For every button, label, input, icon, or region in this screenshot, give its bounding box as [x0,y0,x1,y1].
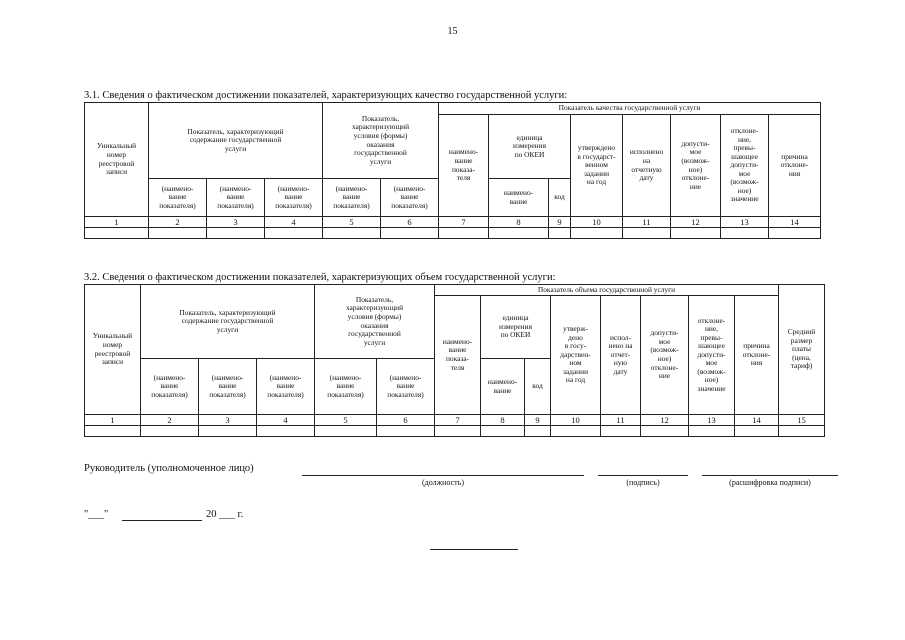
indicator-name-cell: (наимено- вание показателя) [265,179,323,217]
footnote-separator [430,549,518,550]
column-number: 1 [85,415,141,426]
signature-line[interactable] [598,475,688,476]
column-number: 14 [769,217,821,228]
exceeding-deviation-header: отклоне- ние, превы- шающее допусти- мое (возмож- ное) значение [721,115,769,217]
indicator-name-cell: (наимено- вание показателя) [149,179,207,217]
average-fee-header: Средний размер платы (цена, тариф) [779,285,825,415]
column-number: 11 [623,217,671,228]
column-number: 7 [435,415,481,426]
conditions-indicator-header: Показатель, характеризующий условия (формы) оказания государственной услуги [315,285,435,359]
column-number: 11 [601,415,641,426]
data-cell[interactable] [601,426,641,437]
data-cell[interactable] [199,426,257,437]
section-3-1-heading: 3.1. Сведения о фактическом достижении показателей, характеризующих качество государственной услуги: [84,90,568,101]
column-number: 6 [381,217,439,228]
data-cell[interactable] [323,228,381,239]
unit-name-header: наимено- вание [489,179,549,217]
volume-indicators-table [84,284,825,437]
quality-indicators-table [84,102,821,239]
column-number: 3 [207,217,265,228]
data-cell[interactable] [85,228,149,239]
empty-data-row [85,426,825,437]
indicator-name-cell: (наимено- вание показателя) [315,359,377,415]
data-cell[interactable] [315,426,377,437]
data-cell[interactable] [779,426,825,437]
column-number: 6 [377,415,435,426]
column-number: 4 [265,217,323,228]
data-cell[interactable] [735,426,779,437]
data-cell[interactable] [435,426,481,437]
data-cell[interactable] [549,228,571,239]
column-number: 10 [551,415,601,426]
deviation-reason-header: причина отклоне- ния [769,115,821,217]
data-cell[interactable] [623,228,671,239]
quality-indicator-group-header: Показатель качества государственной услуги [439,103,821,115]
section-3-2-heading: 3.2. Сведения о фактическом достижении показателей, характеризующих объем государственной услуги: [84,272,556,283]
data-cell[interactable] [265,228,323,239]
column-number: 2 [149,217,207,228]
deviation-reason-header: причина отклоне- ния [735,296,779,415]
head-label: Руководитель (уполномоченное лицо) [84,463,254,474]
data-cell[interactable] [439,228,489,239]
data-cell[interactable] [721,228,769,239]
unit-name-header: наимено- вание [481,359,525,415]
date-day: "___" [84,509,109,520]
volume-indicator-group-header: Показатель объема государственной услуги [435,285,779,296]
data-cell[interactable] [381,228,439,239]
data-cell[interactable] [149,228,207,239]
column-number: 15 [779,415,825,426]
indicator-name-cell: (наимено- вание показателя) [141,359,199,415]
data-cell[interactable] [551,426,601,437]
okei-unit-header: единица измерения по ОКЕИ [489,115,571,179]
column-number: 4 [257,415,315,426]
page-number: 15 [447,26,458,37]
indicator-name-cell: (наимено- вание показателя) [377,359,435,415]
data-cell[interactable] [769,228,821,239]
approved-header: утверждено в государст- венном задании на год [571,115,623,217]
data-cell[interactable] [141,426,199,437]
signature-caption: (подпись) [626,478,660,487]
data-cell[interactable] [571,228,623,239]
position-caption: (должность) [422,478,464,487]
column-number: 12 [641,415,689,426]
decoding-line[interactable] [702,475,838,476]
data-cell[interactable] [481,426,525,437]
unique-number-header: Уникальный номер реестровой записи [85,285,141,415]
data-cell[interactable] [257,426,315,437]
allowed-deviation-header: допусти- мое (возмож- ное) отклоне- ние [671,115,721,217]
okei-unit-header: единица измерения по ОКЕИ [481,296,551,359]
column-number: 9 [525,415,551,426]
column-number: 3 [199,415,257,426]
column-number: 7 [439,217,489,228]
indicator-name-cell: (наимено- вание показателя) [207,179,265,217]
indicator-name-cell: (наимено- вание показателя) [199,359,257,415]
column-number: 8 [481,415,525,426]
unit-code-header: код [549,179,571,217]
column-number: 1 [85,217,149,228]
indicator-name-cell: (наимено- вание показателя) [381,179,439,217]
indicator-name-header: наимено- вание показа- теля [435,296,481,415]
data-cell[interactable] [377,426,435,437]
position-line[interactable] [302,475,584,476]
data-cell[interactable] [689,426,735,437]
decoding-caption: (расшифровка подписи) [729,478,811,487]
column-number: 2 [141,415,199,426]
data-cell[interactable] [525,426,551,437]
column-number: 5 [323,217,381,228]
indicator-name-cell: (наимено- вание показателя) [323,179,381,217]
content-indicator-header: Показатель, характеризующий содержание государственной услуги [149,103,323,179]
allowed-deviation-header: допусти- мое (возмож- ное) отклоне- ние [641,296,689,415]
indicator-name-header: наимено- вание показа- теля [439,115,489,217]
executed-header: исполнено на отчетную дату [623,115,671,217]
approved-header: утверж- дено в госу- дарствен- ном задании на год [551,296,601,415]
column-number: 10 [571,217,623,228]
date-year: 20 ___ г. [206,509,244,520]
executed-header: испол- нено на отчет- ную дату [601,296,641,415]
content-indicator-header: Показатель, характеризующий содержание государственной услуги [141,285,315,359]
column-number: 12 [671,217,721,228]
data-cell[interactable] [85,426,141,437]
data-cell[interactable] [671,228,721,239]
column-number: 8 [489,217,549,228]
exceeding-deviation-header: отклоне- ние, превы- шающее допусти- мое (возмож- ное) значение [689,296,735,415]
data-cell[interactable] [489,228,549,239]
column-number: 14 [735,415,779,426]
column-number: 5 [315,415,377,426]
column-number: 9 [549,217,571,228]
unique-number-header: Уникальный номер реестровой записи [85,103,149,217]
data-cell[interactable] [641,426,689,437]
conditions-indicator-header: Показатель, характеризующий условия (формы) оказания государственной услуги [323,103,439,179]
empty-data-row [85,228,821,239]
date-month-line[interactable] [122,520,202,521]
unit-code-header: код [525,359,551,415]
data-cell[interactable] [207,228,265,239]
indicator-name-cell: (наимено- вание показателя) [257,359,315,415]
column-number: 13 [689,415,735,426]
column-number: 13 [721,217,769,228]
